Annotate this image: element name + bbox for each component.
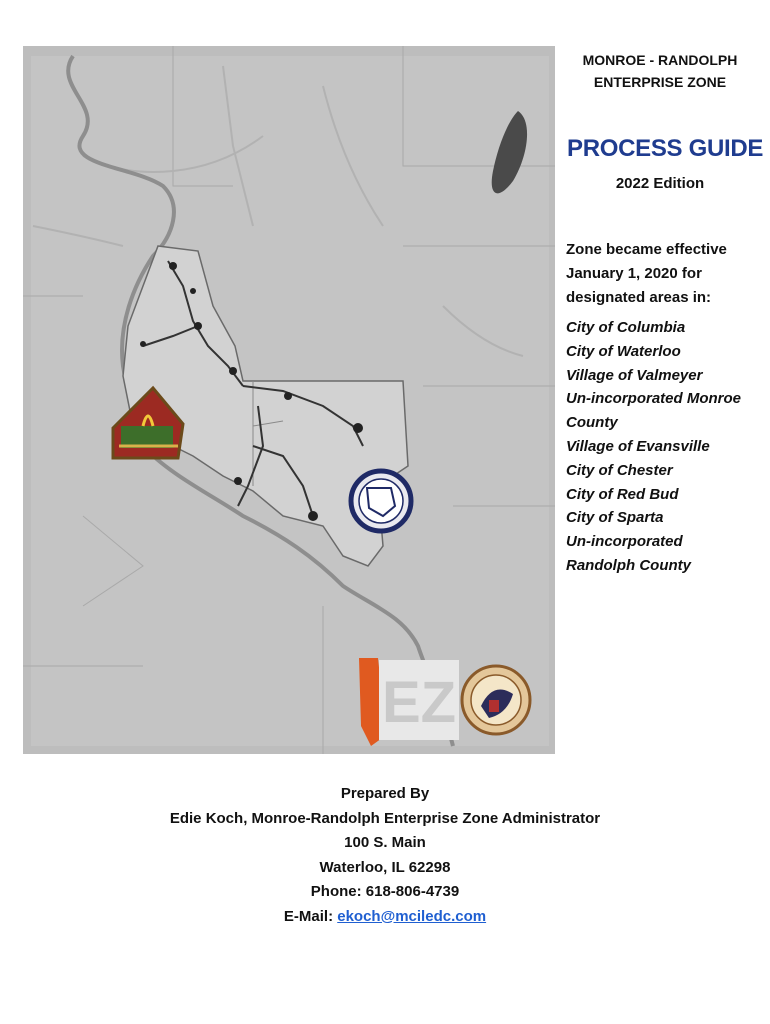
- designated-areas-list: [566, 316, 770, 578]
- list-item: City of Columbia: [566, 319, 686, 336]
- illinois-state-seal-icon: [462, 666, 530, 734]
- prepared-by-label: Prepared By: [340, 785, 430, 802]
- administrator-name: Edie Koch, Monroe-Randolph Enterprise Zone Administrator: [169, 809, 601, 827]
- list-item: Randolph County: [566, 556, 691, 574]
- street-address: 100 S. Main: [344, 834, 426, 851]
- list-item: City of Waterloo: [566, 342, 681, 360]
- effective-line1: Zone became effective: [566, 241, 727, 258]
- email-link[interactable]: ekoch@mciledc.com: [337, 907, 487, 925]
- phone-number: Phone: 618-806-4739: [310, 883, 460, 900]
- list-item: Village of Evansville: [566, 437, 710, 455]
- page-title: PROCESS GUIDE: [567, 135, 764, 162]
- email-label: E-Mail:: [283, 907, 338, 925]
- list-item: Un-incorporated: [566, 533, 683, 551]
- randolph-county-seal-icon: [351, 471, 411, 531]
- zone-name: [558, 49, 770, 93]
- prepared-by-block: [0, 782, 770, 929]
- effective-line3: designated areas in:: [566, 289, 712, 306]
- list-item: Un-incorporated Monroe: [566, 390, 741, 408]
- list-item: City of Red Bud: [566, 485, 679, 503]
- list-item: County: [566, 414, 618, 432]
- title-panel: [558, 46, 770, 578]
- zone-map: [23, 46, 555, 754]
- list-item: City of Chester: [566, 461, 673, 479]
- zone-name-line2: ENTERPRISE ZONE: [593, 74, 727, 90]
- effective-statement: [566, 238, 770, 310]
- svg-text:EZ: EZ: [381, 670, 457, 735]
- edition: 2022 Edition: [615, 175, 705, 192]
- email-line: [0, 905, 770, 930]
- zone-map-drawing: [23, 46, 555, 754]
- list-item: City of Sparta: [566, 509, 664, 527]
- list-item: Village of Valmeyer: [566, 366, 703, 384]
- effective-line2: January 1, 2020 for: [566, 265, 702, 282]
- zone-name-line1: MONROE - RANDOLPH: [582, 52, 738, 68]
- enterprise-zone-logo-icon: [359, 658, 459, 746]
- city-state-zip: Waterloo, IL 62298: [319, 858, 451, 876]
